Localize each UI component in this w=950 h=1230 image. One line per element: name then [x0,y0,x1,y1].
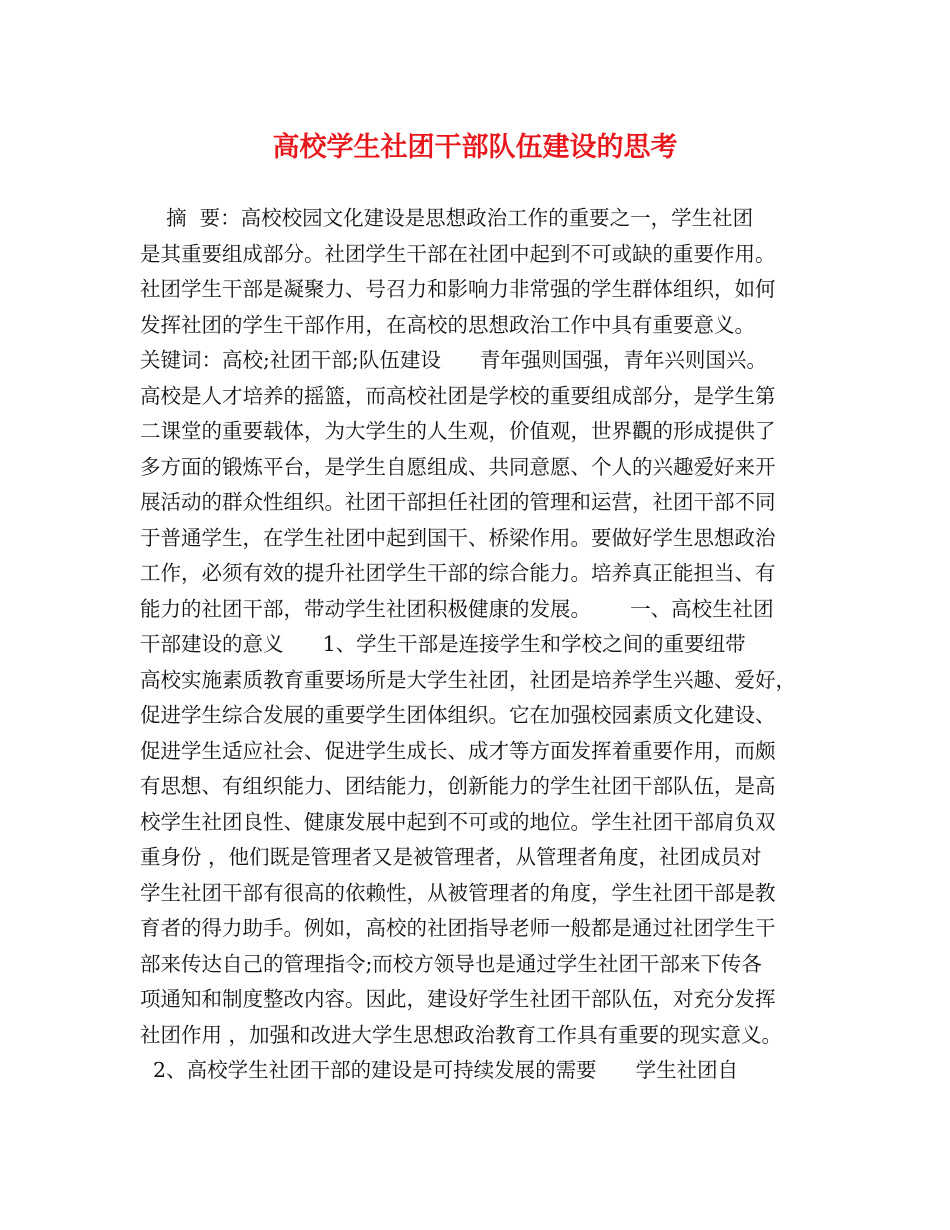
body-line: 有思想、有组织能力、团结能力，创新能力的学生社团干部队伍，是高 [140,774,776,798]
body-line: 育者的得力助手。例如，高校的社团指导老师一般都是通过社团学生干 [140,916,776,940]
body-line: 社团作用 ，加强和改进大学生思想政治教育工作具有重要的现实意义。 [140,1022,783,1047]
body-line: 关键词：高校;社团干部;队伍建设 青年强则国强，青年兴则国兴。 [140,348,767,372]
body-line: 发挥社团的学生干部作用，在高校的思想政治工作中具有重要意义。 [140,312,755,337]
body-line: 社团学生干部是凝聚力、号召力和影响力非常强的学生群体组织，如何 [140,277,776,301]
body-line: 促进学生适应社会、促进学生成长、成才等方面发挥着重要作用，而颇 [140,738,776,763]
document-title: 高校学生社团干部队伍建设的思考 [272,132,678,163]
body-line: 项通知和制度整改内容。因此，建设好学生社团干部队伍，对充分发挥 [140,987,776,1011]
body-line: 展活动的群众性组织。社团干部担任社团的管理和运营，社团干部不同 [140,490,776,514]
body-line: 多方面的锻炼平台，是学生自愿组成、共同意愿、个人的兴趣爱好来开 [140,454,776,479]
body-line: 重身份 ，他们既是管理者又是被管理者，从管理者角度，社团成员对 [140,845,762,869]
body-line: 校学生社团良性、健康发展中起到不可或的地位。学生社团干部肩负双 [140,809,776,834]
body-line: 学生社团干部有很高的依赖性，从被管理者的角度，学生社团干部是教 [140,880,776,905]
body-line: 工作，必须有效的提升社团学生干部的综合能力。培养真正能担当、有 [140,561,776,585]
body-line: 于普通学生，在学生社团中起到国干、桥梁作用。要做好学生思想政治 [140,525,776,550]
body-line: 是其重要组成部分。社团学生干部在社团中起到不可或缺的重要作用。 [140,241,776,266]
body-line: 促进学生综合发展的重要学生团体组织。它在加强校园素质文化建设、 [140,703,776,727]
body-line: 2、高校学生社团干部的建设是可持续发展的需要 学生社团自 [140,1058,739,1082]
document-body [140,201,830,1089]
body-line: 二课堂的重要载体，为大学生的人生观，价值观，世界觀的形成提供了 [140,419,776,443]
body-line: 摘 要：高校校园文化建设是思想政治工作的重要之一，学生社团 [140,206,754,230]
body-line: 干部建设的意义 1、学生干部是连接学生和学校之间的重要纽带 [140,632,746,656]
body-line: 高校实施素质教育重要场所是大学生社团，社团是培养学生兴趣、爱好， [140,667,796,692]
body-line: 部来传达自己的管理指令;而校方领导也是通过学生社团干部来下传各 [140,951,762,976]
body-line: 能力的社团干部，带动学生社团积极健康的发展。 一、高校生社团 [140,596,774,621]
body-line: 高校是人才培养的摇篮，而高校社团是学校的重要组成部分，是学生第 [140,383,776,408]
